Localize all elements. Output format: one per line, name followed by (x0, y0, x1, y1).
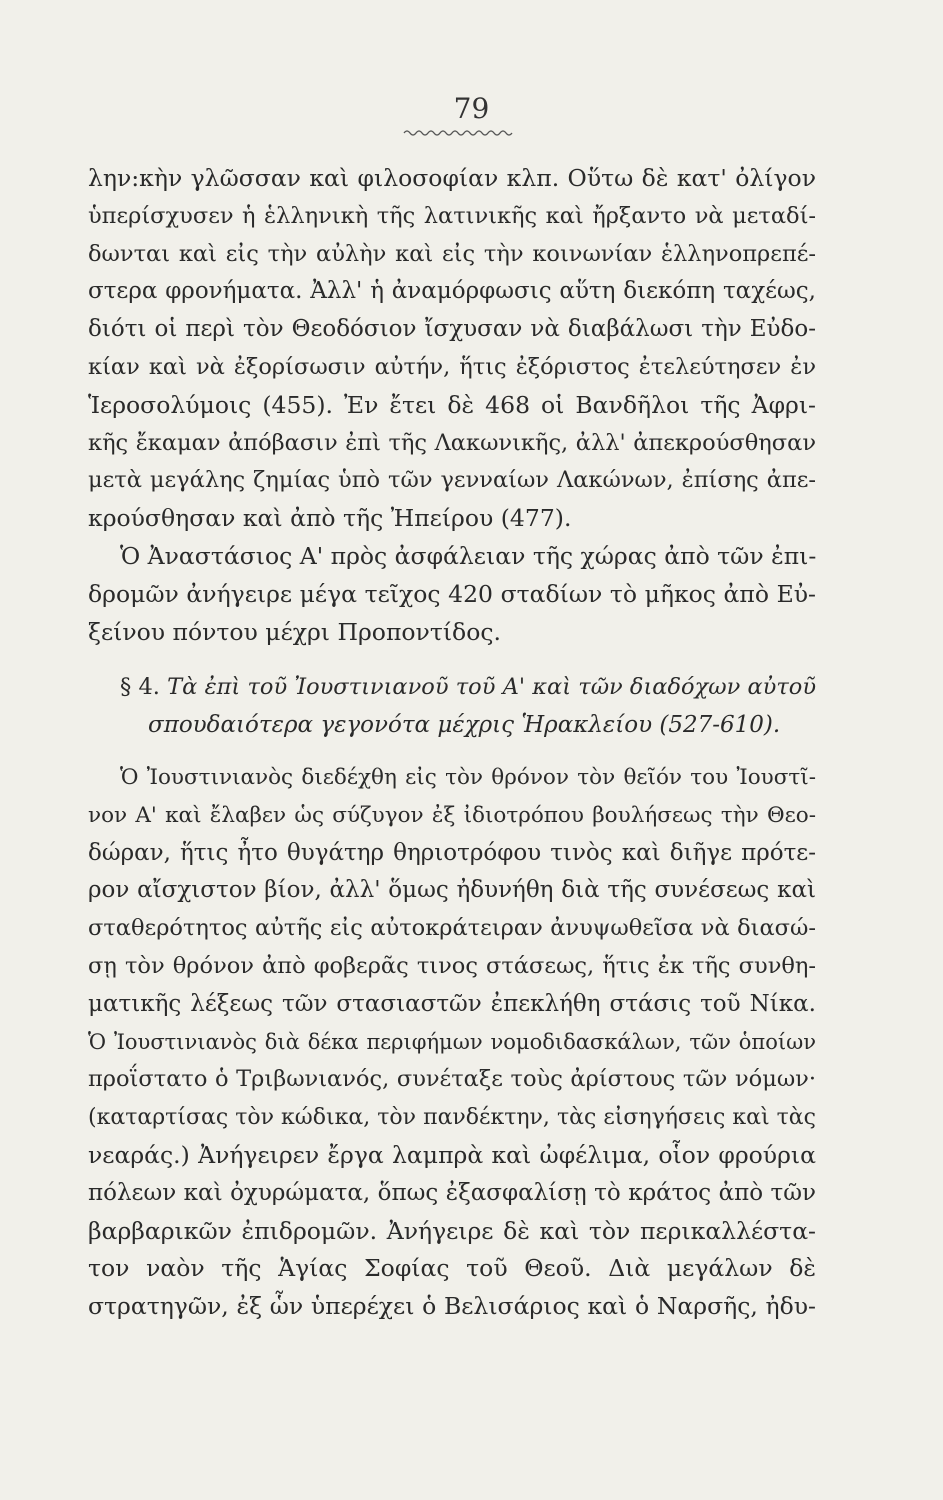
text-line: νεαράς.) Ἀνήγειρεν ἔργα λαμπρὰ καὶ ὠφέλιμα, οἷον φρούρια (88, 1140, 816, 1169)
text-line: τον ναὸν τῆς Ἁγίας Σοφίας τοῦ Θεοῦ. Διὰ μεγάλων δὲ (88, 1254, 816, 1283)
body-text (88, 160, 816, 1326)
paragraph-3 (88, 759, 816, 1326)
text-line: Ἱεροσολύμοις (455). Ἐν ἔτει δὲ 468 οἱ Βανδῆλοι τῆς Ἀφρι- (88, 390, 816, 419)
text-line: κρούσθησαν καὶ ἀπὸ τῆς Ἠπείρου (477). (88, 504, 572, 533)
text-line: Ὁ Ἀναστάσιος Α' πρὸς ἀσφάλειαν τῆς χώρας ἀπὸ τῶν ἐπι- (120, 541, 817, 570)
text-line: λην:κὴν γλῶσσαν καὶ φιλοσοφίαν κλπ. Οὕτω δὲ κατ' ὀλίγον (88, 164, 816, 192)
text-line: μετὰ μεγάλης ζημίας ὑπὸ τῶν γενναίων Λακώνων, ἐπίσης ἀπε- (88, 467, 816, 494)
text-line: προΐστατο ὁ Τριβωνιανός, συνέταξε τοὺς ἀρίστους τῶν νόμων· (88, 1066, 816, 1093)
text-line: ὑπερίσχυσεν ἡ ἑλληνικὴ τῆς λατινικῆς καὶ ἤρξαντο νὰ μεταδί- (88, 202, 816, 229)
heading-line (88, 669, 816, 707)
section-heading (88, 669, 816, 745)
text-line: σταθερότητος αὐτῆς εἰς αὐτοκράτειραν ἀνυψωθεῖσα νὰ διασώ- (88, 915, 816, 942)
heading-text-2: σπουδαιότερα γεγονότα μέχρις Ἡρακλείου (527-610). (148, 712, 781, 739)
heading-text-1: Τὰ ἐπὶ τοῦ Ἰουστινιανοῦ τοῦ Α' καὶ τῶν διαδόχων αὐτοῦ (167, 674, 816, 701)
text-line: ματικῆς λέξεως τῶν στασιαστῶν ἐπεκλήθη στάσις τοῦ Νίκα. (88, 990, 816, 1017)
text-line: Ὁ Ἰουστινιανὸς διὰ δέκα περιφήμων νομοδιδασκάλων, τῶν ὁποίων (88, 1029, 816, 1054)
text-line: βαρβαρικῶν ἐπιδρομῶν. Ἀνήγειρε δὲ καὶ τὸν περικαλλέστα- (88, 1216, 816, 1245)
text-line: νον Α' καὶ ἔλαβεν ὡς σύζυγον ἐξ ἰδιοτρόπου βουλήσεως τὴν Θεο- (88, 802, 816, 828)
text-line: κίαν καὶ νὰ ἐξορίσωσιν αὐτήν, ἥτις ἐξόριστος ἐτελεύτησεν ἐν (88, 353, 816, 380)
text-line: διότι οἱ περὶ τὸν Θεοδόσιον ἴσχυσαν νὰ διαβάλωσι τὴν Εὐδο- (88, 316, 816, 343)
text-line: Ὁ Ἰουστινιανὸς διεδέχθη εἰς τὸν θρόνον τὸν θεῖόν του Ἰουστῖ- (120, 764, 816, 790)
page-number: 79 (453, 92, 490, 125)
text-line: ξείνου πόντου μέχρι Προποντίδος. (88, 617, 501, 646)
text-line: (καταρτίσας τὸν κώδικα, τὸν πανδέκτην, τὰς εἰσηγήσεις καὶ τὰς (88, 1105, 816, 1131)
heading-line (88, 707, 816, 745)
text-line: δωνται καὶ εἰς τὴν αὐλὴν καὶ εἰς τὴν κοινωνίαν ἑλληνοπρεπέ- (88, 240, 816, 267)
text-line: ρον αἴσχιστον βίον, ἀλλ' ὅμως ἠδυνήθη διὰ τῆς συνέσεως καὶ (88, 877, 816, 904)
ornament-rule (402, 128, 514, 138)
text-line: δώραν, ἥτις ἦτο θυγάτηρ θηριοτρόφου τινὸς καὶ διῆγε πρότε- (88, 839, 816, 866)
text-line: κῆς ἔκαμαν ἀπόβασιν ἐπὶ τῆς Λακωνικῆς, ἀλλ' ἀπεκρούσθησαν (88, 429, 816, 456)
text-line: πόλεων καὶ ὀχυρώματα, ὅπως ἐξασφαλίσῃ τὸ κράτος ἀπὸ τῶν (88, 1179, 816, 1206)
text-line: σῃ τὸν θρόνον ἀπὸ φοβερᾶς τινος στάσεως, ἥτις ἐκ τῆς συνθη- (88, 952, 816, 979)
section-number: § 4. (120, 674, 160, 701)
paragraph-2 (88, 538, 816, 651)
paragraph-1 (88, 160, 816, 538)
text-line: στερα φρονήματα. Ἀλλ' ἡ ἀναμόρφωσις αὕτη διεκόπη ταχέως, (88, 278, 816, 305)
text-line: δρομῶν ἀνήγειρε μέγα τεῖχος 420 σταδίων τὸ μῆκος ἀπὸ Εὐ- (88, 579, 816, 608)
text-line: στρατηγῶν, ἐξ ὧν ὑπερέχει ὁ Βελισάριος καὶ ὁ Ναρσῆς, ἠδυ- (88, 1292, 816, 1321)
